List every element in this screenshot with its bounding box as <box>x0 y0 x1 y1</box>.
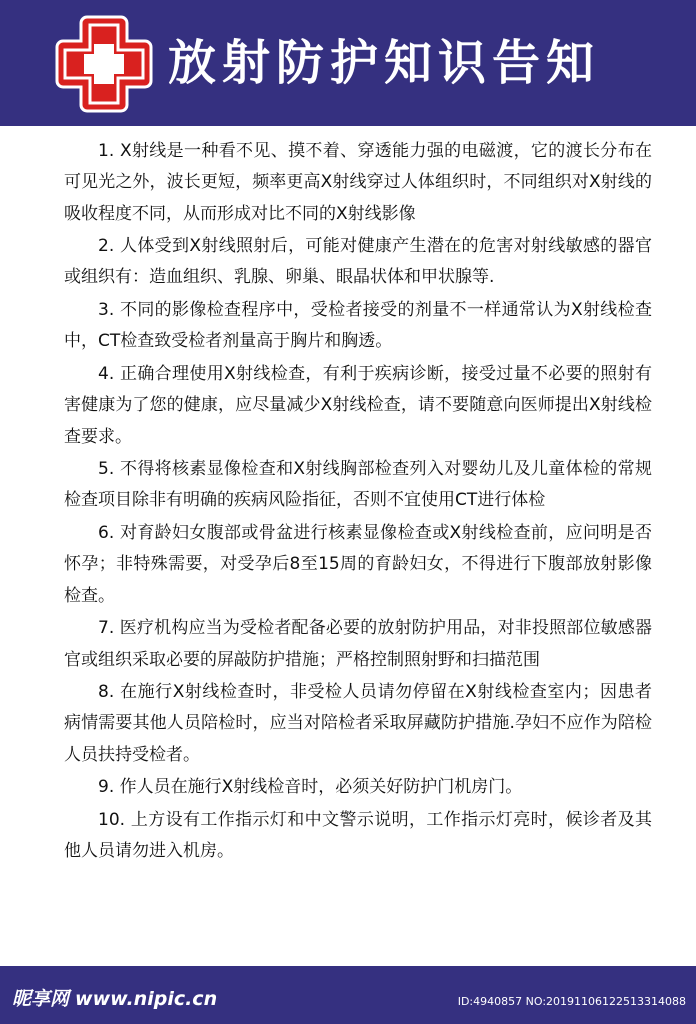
footer-bar <box>0 966 696 1024</box>
notice-item-7: 7. 医疗机构应当为受检者配备必要的放射防护用品，对非投照部位敏感器官或组织采取必要的屏敲防护措施；严格控制照射野和扫描范围 <box>64 618 652 670</box>
notice-item-1: 1. X射线是一种看不见、摸不着、穿透能力强的电磁渡，它的渡长分布在可见光之外，波长更短，频率更高X射线穿过人体组织时，不同组织对X射线的吸收程度不同，从而形成对比不同的X射线影像 <box>64 141 652 224</box>
watermark-url: www.nipic.cn <box>75 988 218 1010</box>
notice-item-4: 4. 正确合理使用X射线检查，有利于疾病诊断，接受过量不必要的照射有害健康为了您的健康，应尽量减少X射线检查，请不要随意向医师提出X射线检查要求。 <box>64 363 652 447</box>
notice-list <box>64 136 652 869</box>
notice-item-10: 10. 上方设有工作指示灯和中文警示说明，工作指示灯亮时，候诊者及其他人员请勿进入机房。 <box>64 809 652 862</box>
notice-item-8: 8. 在施行X射线检查时，非受检人员请勿停留在X射线检查室内；因患者病情需要其他人员陪检时，应当对陪检者采取屏藏防护措施.孕妇不应作为陪检人员扶持受检者。 <box>64 682 652 765</box>
watermark-brand-name: 昵享网 <box>12 988 70 1010</box>
notice-item-5: 5. 不得将核素显像检查和X射线胸部检查列入对婴幼儿及儿童体检的常规检查项目除非有明确的疾病风险指征，否则不宜使用CT进行体检 <box>64 459 652 511</box>
notice-item-6: 6. 对育龄妇女腹部或骨盆进行核素显像检查或X射线检查前，应问明是否怀孕；非特殊需要，对受孕后8至15周的育龄妇女，不得进行下腹部放射影像检查。 <box>64 523 652 606</box>
page-title: 放射防护知识告知 <box>168 35 601 91</box>
watermark-id: ID:4940857 NO:20191106122513314088 <box>457 995 686 1008</box>
notice-item-9: 9. 作人员在施行X射线检音时，必须关好防护门机房门。 <box>98 777 523 798</box>
red-cross-icon <box>54 14 154 114</box>
watermark-brand <box>12 986 217 1012</box>
header-banner <box>0 0 696 126</box>
notice-item-3: 3. 不同的影像检查程序中，受检者接受的剂量不一样通常认为X射线检查中，CT检查致受检者剂量高于胸片和胸透。 <box>64 300 652 352</box>
notice-item-2: 2. 人体受到X射线照射后，可能对健康产生潜在的危害对射线敏感的器官或组织有：造血组织、乳腺、卵巢、眼晶状体和甲状腺等. <box>64 236 652 288</box>
